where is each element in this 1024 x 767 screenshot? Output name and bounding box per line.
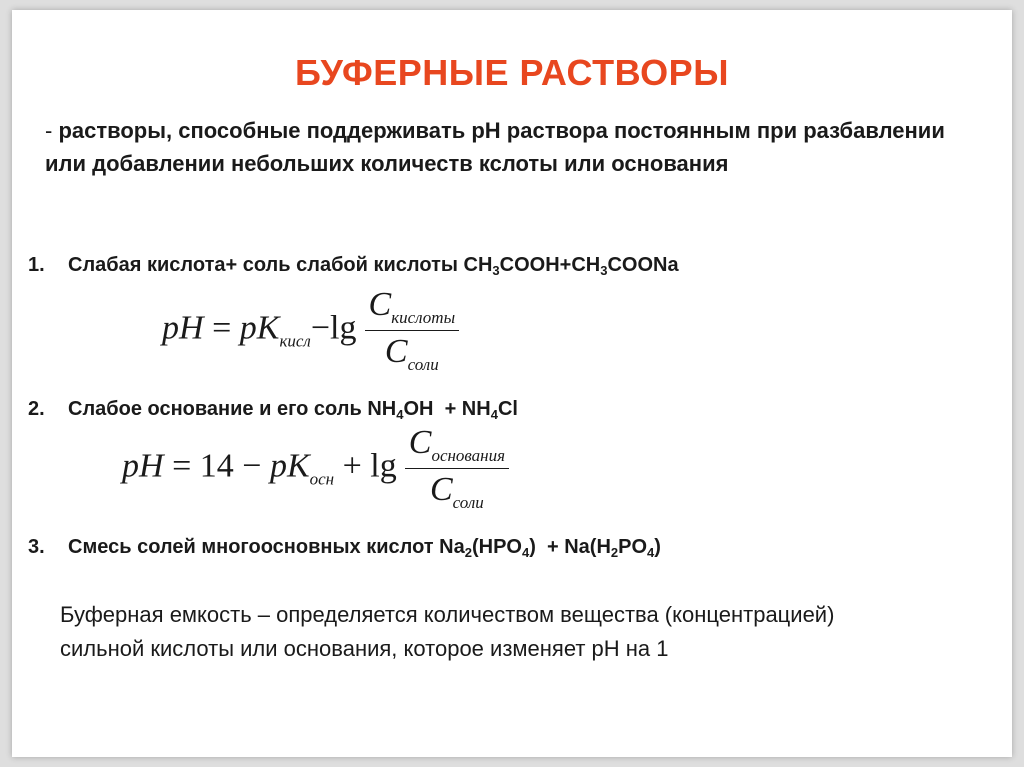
chemical-formula: $NH_4OH + NH_4Cl$ bbox=[367, 398, 518, 422]
definition bbox=[45, 114, 985, 180]
formula-pk-sub: кисл bbox=[279, 331, 311, 351]
formula-lg: lg bbox=[370, 447, 397, 485]
formula-const: 14 bbox=[199, 447, 234, 485]
formula-minus: − bbox=[310, 309, 331, 347]
item-text: Слабое основание и его соль bbox=[68, 398, 368, 420]
formula-fraction: $\frac{C_{основания}}{C_{соли}}$ bbox=[405, 424, 509, 513]
chemical-formula: $Na_2(HPO_4) + Na(H_2PO_4)$ bbox=[439, 536, 661, 560]
formula-pk: pK bbox=[269, 447, 310, 485]
item-text: Слабая кислота+ соль слабой кислоты bbox=[68, 254, 464, 276]
formula-lhs: pH bbox=[162, 309, 204, 347]
item-number: 1. bbox=[28, 254, 45, 276]
slide bbox=[12, 10, 1012, 757]
item-number: 3. bbox=[28, 536, 45, 558]
buffer-capacity-note: Буферная емкость – определяется количеством вещества (концентрацией) сильной кислоты или основания, которое изменяет рН на 1 bbox=[60, 602, 835, 661]
formula-pk-sub: осн bbox=[309, 469, 335, 489]
item-number: 2. bbox=[28, 398, 45, 420]
formula-lhs: pH bbox=[122, 447, 164, 485]
formula-plus: + bbox=[334, 447, 371, 485]
item-text: Смесь солей многоосновных кислот bbox=[68, 536, 440, 558]
formula-equals: = bbox=[163, 447, 200, 485]
chemical-formula: $CH_3COOH+CH_3COONa$ bbox=[463, 254, 679, 278]
list-item-3 bbox=[28, 536, 661, 559]
definition-text: растворы, способные поддерживать рН раствора постоянным при разбавлении или добавлении небольших количеств кслоты или основания bbox=[45, 118, 945, 176]
list-item-2 bbox=[28, 398, 518, 421]
formula-lg: lg bbox=[330, 309, 357, 347]
definition-dash: - bbox=[45, 118, 53, 143]
formula-equals: = bbox=[203, 309, 240, 347]
formula-fraction: $\frac{C_{кислоты}}{C_{соли}}$ bbox=[365, 286, 460, 375]
formula-pk: pK bbox=[239, 309, 280, 347]
formula-minus: − bbox=[233, 447, 270, 485]
ph-formula-base bbox=[122, 424, 509, 513]
ph-formula-acid bbox=[162, 286, 459, 375]
slide-title: БУФЕРНЫЕ РАСТВОРЫ bbox=[295, 52, 729, 93]
list-item-1 bbox=[28, 254, 679, 277]
